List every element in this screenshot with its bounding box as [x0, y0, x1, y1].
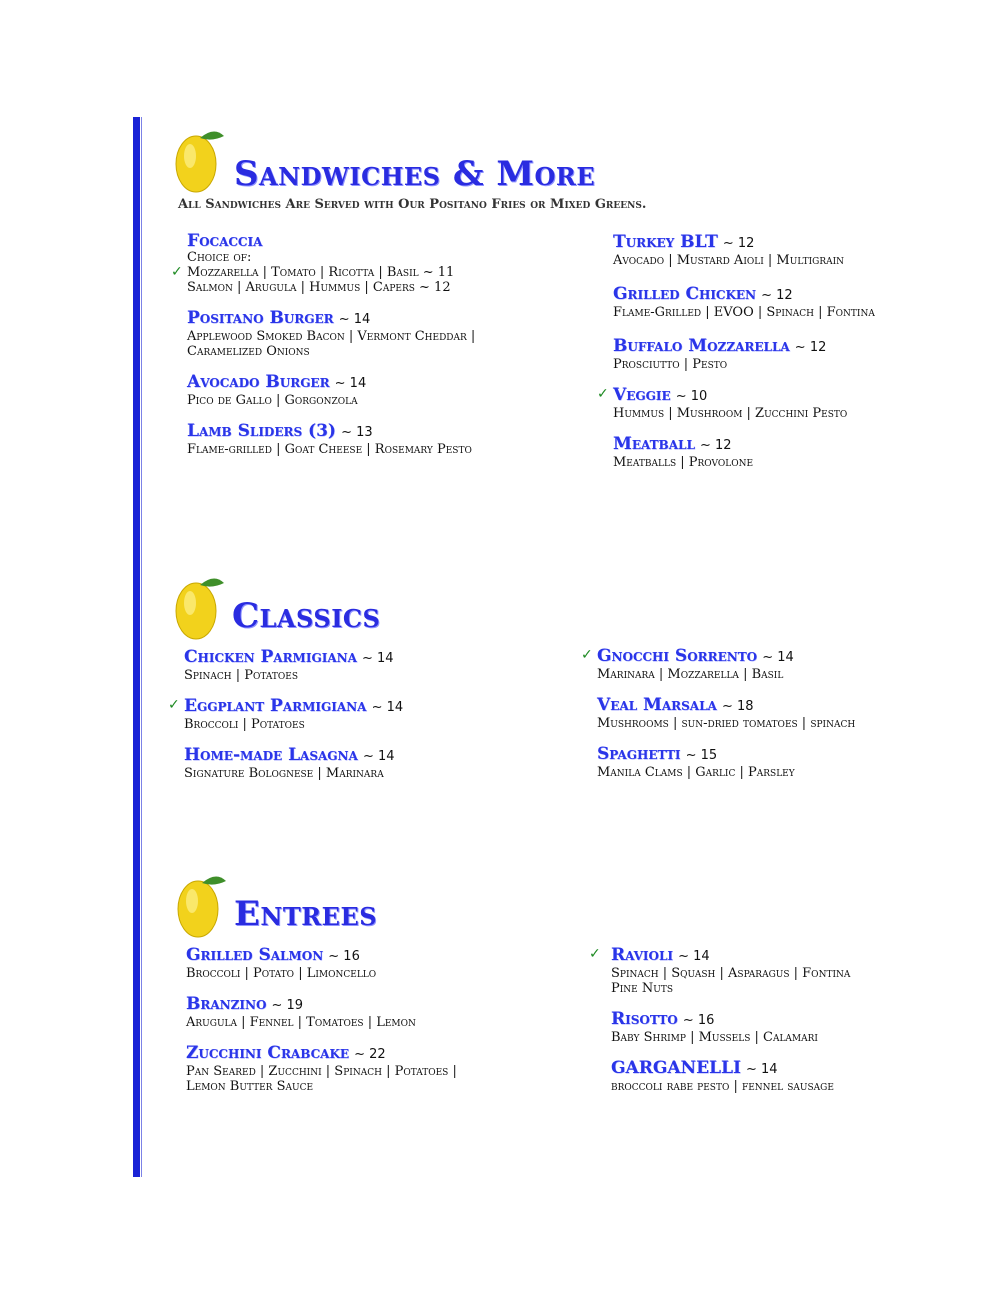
item-desc: Mushrooms | sun-dried tomatoes | spinach	[597, 716, 856, 731]
item-desc: Signature Bolognese | Marinara	[184, 766, 384, 781]
menu-item	[611, 1059, 850, 1094]
item-price: ~ 14	[678, 949, 710, 964]
item-name: Avocado Burger	[187, 372, 330, 392]
item-price: ~ 14	[362, 749, 395, 764]
vegetarian-leaf-icon: ✓	[171, 264, 183, 280]
item-price: ~ 16	[682, 1013, 715, 1028]
left-column	[168, 647, 404, 795]
section-title: Entrees	[234, 894, 378, 934]
menu-item	[168, 696, 404, 732]
item-name: Meatball	[613, 434, 695, 454]
item-price: ~ 13	[341, 425, 373, 440]
menu-item	[187, 422, 475, 457]
item-name: Positano Burger	[187, 308, 334, 328]
item-name: Gnocchi Sorrento	[597, 646, 758, 666]
menu-item	[611, 1010, 850, 1045]
item-desc: Pico de Gallo | Gorgonzola	[187, 393, 358, 408]
section-subtitle: All Sandwiches Are Served with Our Positano Fries or Mixed Greens.	[178, 197, 647, 212]
menu-item	[186, 946, 457, 981]
item-desc: Choice of:	[187, 250, 252, 265]
item-name: Veggie	[613, 385, 671, 405]
item-name: Home-made Lasagna	[184, 745, 358, 765]
item-price: ~ 14	[371, 700, 404, 715]
menu-item	[597, 696, 855, 731]
vegetarian-leaf-icon: ✓	[168, 697, 180, 713]
item-desc: Lemon Butter Sauce	[186, 1079, 314, 1094]
menu-item	[589, 945, 851, 996]
item-name: Grilled Chicken	[613, 284, 757, 304]
menu-item	[613, 337, 875, 372]
item-price: ~ 14	[334, 376, 367, 391]
right-column	[581, 646, 856, 794]
item-price: ~ 12	[794, 340, 827, 355]
item-desc: Flame-Grilled | EVOO | Spinach | Fontina	[613, 305, 875, 320]
item-desc: Broccoli | Potatoes	[184, 717, 305, 732]
menu-item	[184, 648, 403, 683]
item-name: Focaccia	[187, 231, 263, 251]
item-price: ~ 14	[338, 312, 371, 327]
menu-item	[581, 646, 855, 682]
menu-item	[613, 233, 875, 268]
item-price: ~ 14	[762, 650, 794, 665]
item-desc: Spinach | Potatoes	[184, 668, 299, 683]
item-price: ~ 12	[699, 438, 732, 453]
menu-item	[613, 435, 875, 470]
section-title: Classics	[232, 596, 381, 636]
item-desc: Applewood Smoked Bacon | Vermont Cheddar |	[187, 329, 476, 344]
item-desc: Baby Shrimp | Mussels | Calamari	[611, 1030, 818, 1045]
item-price: ~ 14	[362, 651, 394, 666]
item-price: ~ 12	[722, 236, 755, 251]
item-name: Spaghetti	[597, 744, 681, 764]
item-price: ~ 14	[746, 1062, 778, 1077]
item-name: Grilled Salmon	[186, 945, 324, 965]
item-desc: Caramelized Onions	[187, 344, 310, 359]
menu-item	[613, 285, 875, 320]
item-name: GARGANELLI	[611, 1058, 741, 1078]
item-desc: Arugula | Fennel | Tomatoes | Lemon	[186, 1015, 416, 1030]
item-desc: Spinach | Squash | Asparagus | Fontina	[611, 966, 851, 981]
item-desc: Pan Seared | Zucchini | Spinach | Potatoes |	[186, 1064, 457, 1079]
item-name: Ravioli	[611, 945, 673, 965]
section-title: Sandwiches & More	[234, 154, 596, 194]
item-price: ~ 16	[328, 949, 360, 964]
item-price: ~ 19	[271, 998, 304, 1013]
item-desc: Pine Nuts	[611, 981, 674, 996]
item-desc: Salmon | Arugula | Hummus | Capers ~ 12	[187, 280, 451, 295]
item-name: Chicken Parmigiana	[184, 647, 357, 667]
menu-item	[597, 745, 855, 780]
item-desc: Marinara | Mozzarella | Basil	[597, 667, 784, 682]
menu-item	[186, 1044, 457, 1094]
left-column	[171, 231, 476, 471]
item-desc: Avocado | Mustard Aioli | Multigrain	[613, 253, 845, 268]
menu-item	[184, 746, 403, 781]
item-name: Turkey BLT	[613, 232, 718, 252]
lemon-icon	[170, 573, 230, 643]
item-name: Buffalo Mozzarella	[613, 336, 790, 356]
item-name: Lamb Sliders (3)	[187, 421, 336, 441]
left-column	[186, 946, 457, 1108]
item-desc: broccoli rabe pesto | fennel sausage	[611, 1079, 834, 1094]
item-desc: ✓ Mozzarella | Tomato | Ricotta | Basil ~ 11	[171, 264, 455, 280]
menu-item	[186, 995, 457, 1030]
menu-item	[187, 373, 475, 408]
item-name: Risotto	[611, 1009, 678, 1029]
menu-item	[171, 231, 475, 295]
right-column	[597, 232, 875, 484]
item-desc: Hummus | Mushroom | Zucchini Pesto	[613, 406, 848, 421]
menu-item	[187, 309, 475, 359]
vertical-accent-bar	[133, 117, 140, 1177]
item-name: Veal Marsala	[597, 695, 717, 715]
menu-item	[597, 385, 875, 421]
lemon-icon	[170, 126, 230, 196]
lemon-icon	[172, 871, 232, 941]
item-price: ~ 12	[761, 288, 793, 303]
item-price: ~ 15	[685, 748, 718, 763]
vertical-accent-bar-shadow	[141, 117, 142, 1177]
item-desc: Meatballs | Provolone	[613, 455, 754, 470]
right-column	[589, 945, 851, 1108]
vegetarian-leaf-icon: ✓	[597, 386, 609, 402]
item-desc: Flame-grilled | Goat Cheese | Rosemary Pesto	[187, 442, 472, 457]
vegetarian-leaf-icon: ✓	[589, 946, 601, 962]
item-name: Branzino	[186, 994, 267, 1014]
item-desc: Broccoli | Potato | Limoncello	[186, 966, 377, 981]
item-desc: Prosciutto | Pesto	[613, 357, 728, 372]
item-desc: Manila Clams | Garlic | Parsley	[597, 765, 795, 780]
item-price: ~ 22	[354, 1047, 386, 1062]
item-price: ~ 18	[721, 699, 754, 714]
item-name: Eggplant Parmigiana	[184, 696, 367, 716]
item-price: ~ 10	[675, 389, 708, 404]
item-name: Zucchini Crabcake	[186, 1043, 350, 1063]
vegetarian-leaf-icon: ✓	[581, 647, 593, 663]
